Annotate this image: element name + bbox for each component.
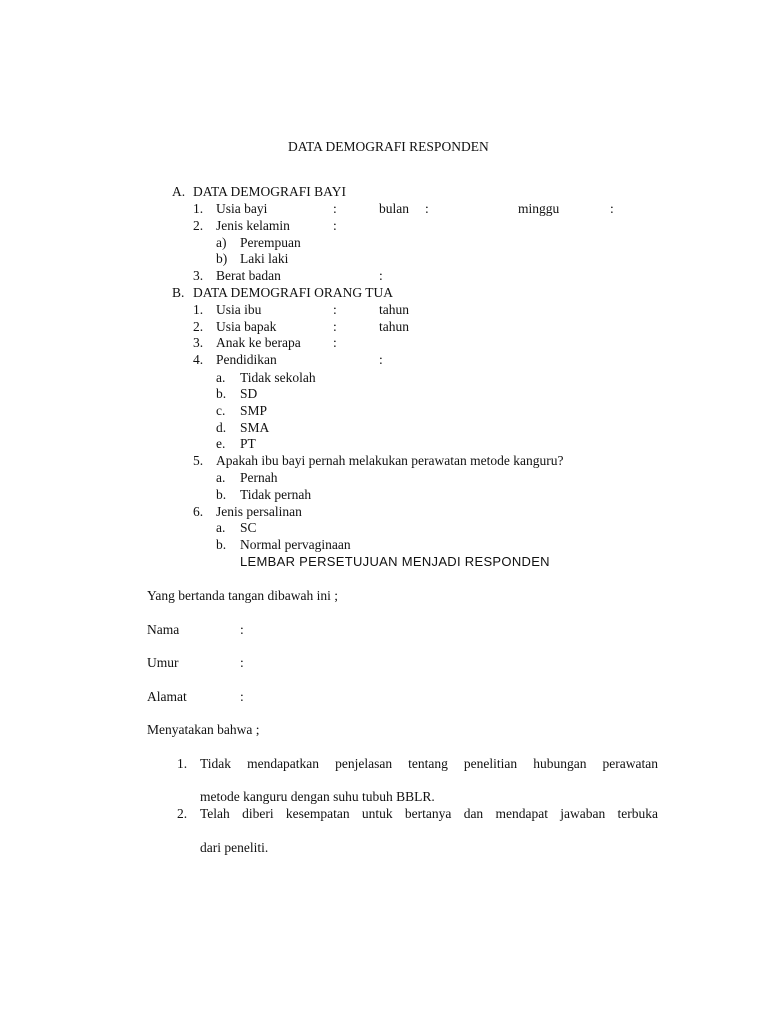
mother-age-unit: tahun <box>379 302 409 317</box>
option-marker: a. <box>216 520 226 535</box>
education-option: SMP <box>240 403 268 418</box>
item-number: 1. <box>193 302 204 317</box>
baby-weight-label: Berat badan <box>216 268 281 283</box>
name-colon: : <box>240 622 244 637</box>
address-colon: : <box>240 689 244 704</box>
baby-gender-colon: : <box>333 218 337 233</box>
name-label: Nama <box>147 622 180 637</box>
option-marker: a) <box>216 235 227 250</box>
mother-age-label: Usia ibu <box>216 302 262 317</box>
section-b-marker: B. <box>172 285 185 300</box>
option-marker: b. <box>216 386 227 401</box>
baby-age-label: Usia bayi <box>216 201 268 216</box>
father-age-colon: : <box>333 319 337 334</box>
page-title: DATA DEMOGRAFI RESPONDEN <box>288 139 489 154</box>
statement-label: Menyatakan bahwa ; <box>147 722 260 737</box>
kangaroo-question: Apakah ibu bayi pernah melakukan perawatan metode kanguru? <box>216 453 564 468</box>
child-order-label: Anak ke berapa <box>216 335 301 350</box>
delivery-option: Normal pervaginaan <box>240 537 351 552</box>
option-marker: a. <box>216 370 226 385</box>
point-2-line-2: dari peneliti. <box>200 840 269 855</box>
delivery-type-label: Jenis persalinan <box>216 504 302 519</box>
option-marker: d. <box>216 420 227 435</box>
education-option: SD <box>240 386 258 401</box>
point-number: 2. <box>177 806 188 821</box>
education-label: Pendidikan <box>216 352 277 367</box>
section-b-heading: DATA DEMOGRAFI ORANG TUA <box>193 285 394 300</box>
baby-age-colon: : <box>333 201 337 216</box>
consent-title: LEMBAR PERSETUJUAN MENJADI RESPONDEN <box>240 554 550 569</box>
point-2-line-1: Telah diberi kesempatan untuk bertanya dan mendapat jawaban terbuka <box>200 806 658 821</box>
item-number: 2. <box>193 218 204 233</box>
gender-option-female: Perempuan <box>240 235 301 250</box>
baby-gender-label: Jenis kelamin <box>216 218 290 233</box>
father-age-unit: tahun <box>379 319 409 334</box>
mother-age-colon: : <box>333 302 337 317</box>
age-label: Umur <box>147 655 179 670</box>
age-colon: : <box>240 655 244 670</box>
section-a-heading: DATA DEMOGRAFI BAYI <box>193 184 346 199</box>
item-number: 6. <box>193 504 204 519</box>
point-1-line-1: Tidak mendapatkan penjelasan tentang penelitian hubungan perawatan <box>200 756 658 771</box>
item-number: 3. <box>193 335 204 350</box>
education-option: Tidak sekolah <box>240 370 316 385</box>
option-marker: a. <box>216 470 226 485</box>
child-order-colon: : <box>333 335 337 350</box>
kangaroo-option: Pernah <box>240 470 278 485</box>
gender-option-male: Laki laki <box>240 251 289 266</box>
father-age-label: Usia bapak <box>216 319 277 334</box>
baby-age-months-colon: : <box>425 201 429 216</box>
education-option: SMA <box>240 420 270 435</box>
point-number: 1. <box>177 756 188 771</box>
delivery-option: SC <box>240 520 257 535</box>
item-number: 3. <box>193 268 204 283</box>
option-marker: e. <box>216 436 226 451</box>
item-number: 4. <box>193 352 204 367</box>
option-marker: b. <box>216 487 227 502</box>
consent-intro: Yang bertanda tangan dibawah ini ; <box>147 588 338 603</box>
item-number: 2. <box>193 319 204 334</box>
address-label: Alamat <box>147 689 187 704</box>
option-marker: b) <box>216 251 228 266</box>
baby-age-weeks-colon: : <box>610 201 614 216</box>
education-colon: : <box>379 352 383 367</box>
baby-age-unit-months: bulan <box>379 201 409 216</box>
education-option: PT <box>240 436 256 451</box>
item-number: 1. <box>193 201 204 216</box>
option-marker: c. <box>216 403 226 418</box>
section-a-marker: A. <box>172 184 186 199</box>
baby-age-unit-weeks: minggu <box>518 201 560 216</box>
kangaroo-option: Tidak pernah <box>240 487 312 502</box>
baby-weight-colon: : <box>379 268 383 283</box>
option-marker: b. <box>216 537 227 552</box>
point-1-line-2: metode kanguru dengan suhu tubuh BBLR. <box>200 789 435 804</box>
item-number: 5. <box>193 453 204 468</box>
